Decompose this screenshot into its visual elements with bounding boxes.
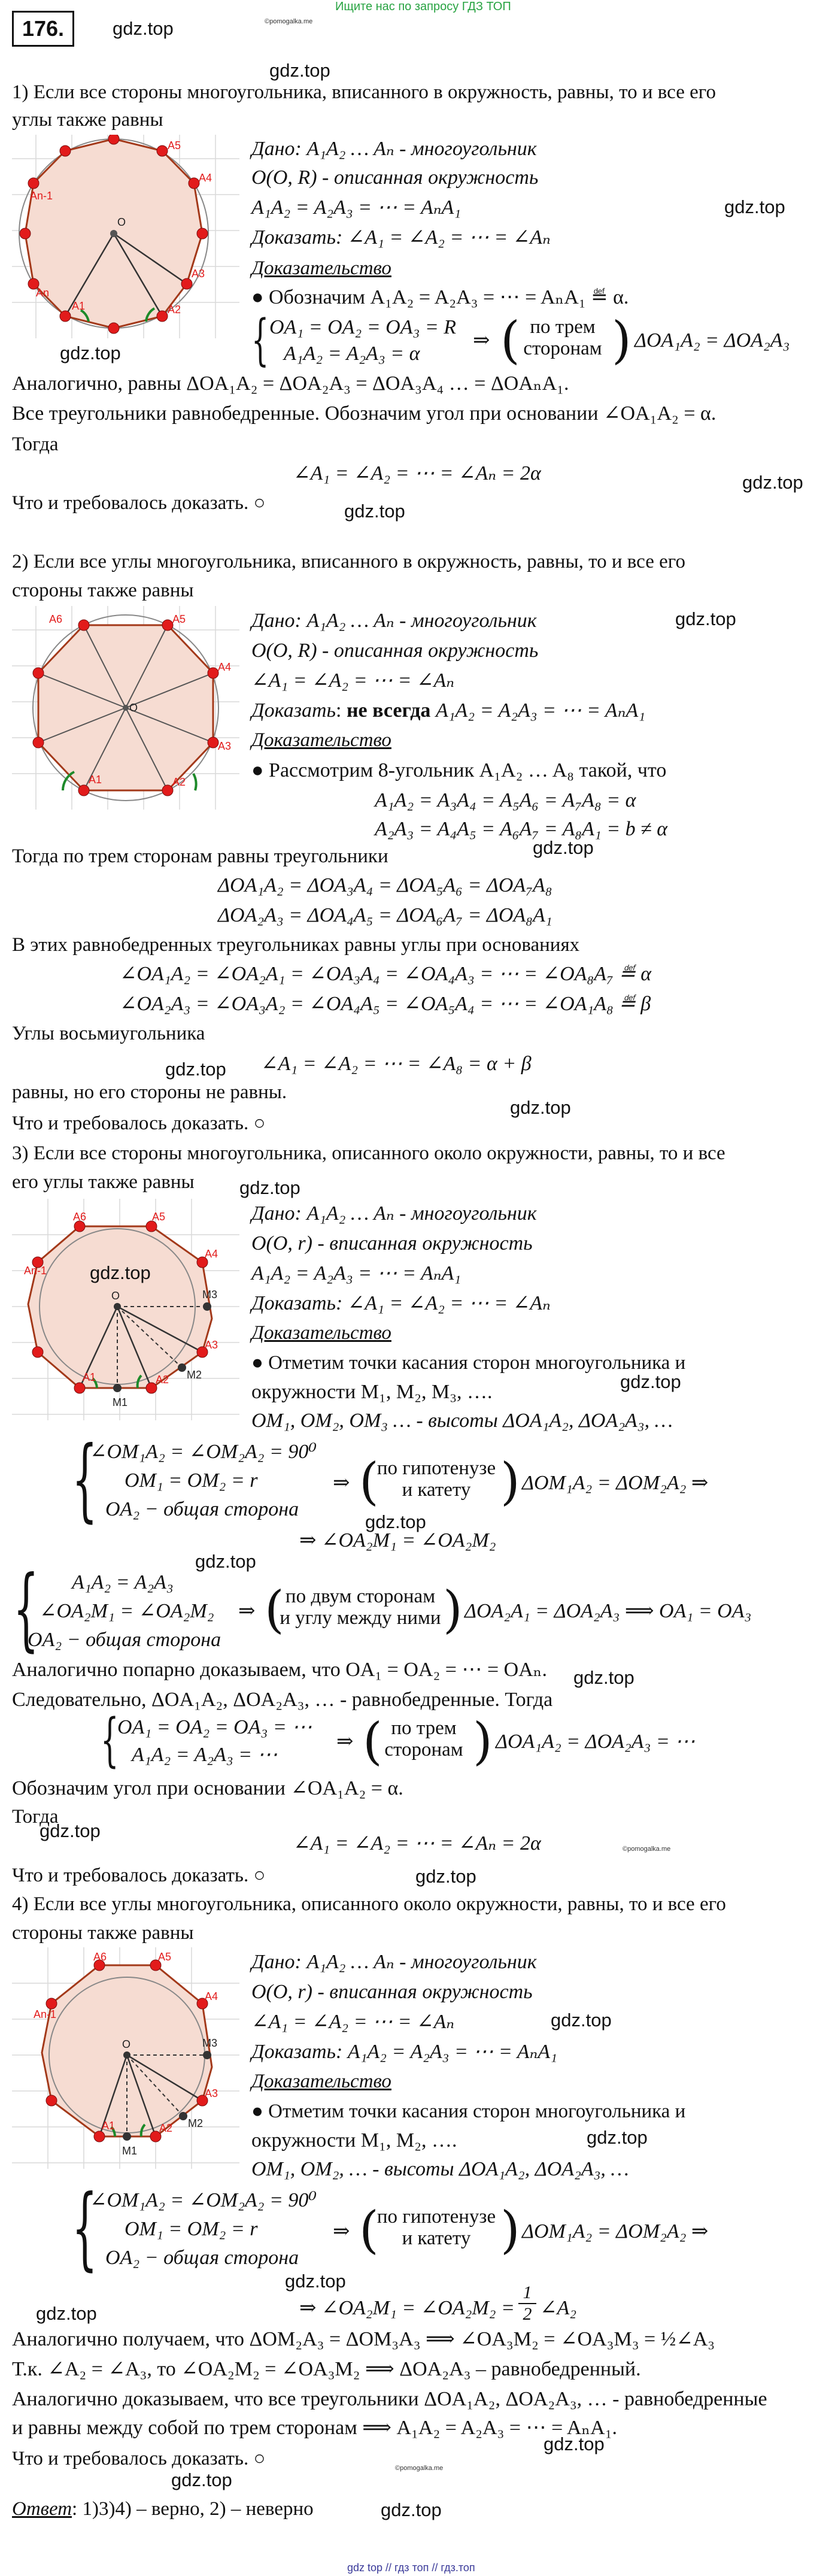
given-line: O(O, r) - вписанная окружность (251, 1981, 533, 2003)
system-line: ∠OA₂M₁ = ∠OA₂M₂ (40, 1600, 214, 1622)
svg-text:A3: A3 (205, 2087, 218, 2099)
watermark: gdz.top (587, 2127, 648, 2148)
proof-label: Доказательство (251, 2071, 391, 2092)
criterion: по гипотенузе и катету (377, 1457, 496, 1501)
system-line: OA₂ − общая сторона (105, 1498, 299, 1520)
svg-text:A3: A3 (218, 740, 232, 752)
system-line: OM₁ = OM₂ = r (125, 1469, 258, 1492)
equation: ΔOA₂A₃ = ΔOA₄A₅ = ΔOA₆A₇ = ΔOA₈A₁ (218, 904, 552, 926)
part3-figure (12, 1199, 239, 1420)
criterion: по трем сторонам (523, 316, 602, 359)
part1-heading: 1) Если все стороны многоугольника, вписанного в окружность, равны, то и все его (12, 81, 716, 103)
svg-text:An-1: An-1 (34, 2008, 57, 2020)
text-line: Аналогично доказываем, что все треугольники ΔOA₁A₂, ΔOA₂A₃, … - равнобедренные (12, 2388, 767, 2410)
prove-line: Доказать: ∠A₁ = ∠A₂ = ⋯ = ∠Aₙ (251, 1292, 551, 1314)
proof-bullet-cont: окружности M₁, M₂, M₃, …. (251, 1381, 493, 1403)
part4-heading-cont: стороны также равны (12, 1922, 194, 1944)
vertex-label: An-1 (30, 190, 53, 202)
text-line: Аналогично, равны ΔOA₁A₂ = ΔOA₂A₃ = ΔOA₃A₄ … = ΔOAₙA₁. (12, 372, 569, 395)
watermark: gdz.top (195, 1551, 256, 1572)
watermark: gdz.top (415, 1866, 476, 1887)
implies: ⇒ (238, 1600, 256, 1622)
system-result: ⇒ ∠OA₂M₁ = ∠OA₂M₂ (299, 1529, 496, 1551)
part2-figure (12, 606, 239, 810)
given-line: ∠A₁ = ∠A₂ = ⋯ = ∠Aₙ (251, 2011, 455, 2033)
svg-text:A5: A5 (158, 1951, 172, 1963)
then-word: Тогда (12, 1806, 59, 1828)
vertex-label: A3 (192, 268, 205, 280)
watermark: gdz.top (533, 837, 594, 858)
svg-text:A3: A3 (205, 1339, 218, 1351)
svg-text:A4: A4 (218, 661, 232, 673)
svg-text:O: O (111, 1290, 120, 1302)
part4-heading: 4) Если все углы многоугольника, описанного около окружности, равны, то и все его (12, 1893, 726, 1915)
svg-text:A5: A5 (172, 613, 186, 625)
given-line: A₁A₂ = A₂A₃ = ⋯ = AₙA₁ (251, 196, 461, 219)
given-line: Дано: A₁A₂ … Aₙ - многоугольник (251, 610, 537, 632)
svg-text:A2: A2 (159, 2122, 173, 2134)
svg-text:A6: A6 (73, 1211, 87, 1223)
watermark: gdz.top (675, 608, 736, 629)
svg-text:A6: A6 (93, 1951, 107, 1963)
qed: Что и требовалось доказать. ○ (12, 492, 266, 514)
vertex-label: A5 (168, 140, 181, 151)
implies: ⇒ (473, 329, 490, 351)
paren-right: ) (473, 1712, 493, 1771)
svg-text:A4: A4 (205, 1990, 218, 2002)
svg-text:M3: M3 (202, 1289, 218, 1301)
watermark: gdz.top (60, 343, 121, 363)
given-line: Дано: A₁A₂ … Aₙ - многоугольник (251, 1951, 537, 1973)
svg-text:A6: A6 (49, 613, 63, 625)
system-line: OM₁ = OM₂ = r (125, 2218, 258, 2240)
watermark: gdz.top (544, 2433, 605, 2454)
svg-text:A1: A1 (89, 774, 102, 786)
paren-right: ) (500, 1452, 520, 1511)
paren-right: ) (500, 2201, 520, 2259)
svg-text:A1: A1 (83, 1371, 96, 1383)
qed: Что и требовалось доказать. ○ (12, 1865, 266, 1886)
given-line: O(O, r) - вписанная окружность (251, 1232, 533, 1254)
given-line: Дано: A₁A₂ … Aₙ - многоугольник (251, 1202, 537, 1225)
vertex-label: An (36, 287, 50, 299)
system-line: OA₂ − общая сторона (105, 2247, 299, 2269)
system-line: A₁A₂ = A₂A₃ = α (284, 343, 420, 365)
given-line: A₁A₂ = A₂A₃ = ⋯ = AₙA₁ (251, 1262, 461, 1284)
part1-figure (12, 135, 239, 338)
top-banner: Ищите нас по запросу ГДЗ ТОП (335, 0, 511, 13)
system-brace: { (72, 1428, 98, 1532)
system-brace: { (13, 1557, 39, 1661)
proof-bullet: ● Отметим точки касания сторон многоугольника и (251, 1352, 686, 1374)
svg-text:M1: M1 (122, 2145, 138, 2157)
credit-label: ©pomogalka.me (265, 18, 313, 25)
svg-text:M2: M2 (188, 2117, 204, 2129)
heights-line: OM₁, OM₂, … - высоты ΔOA₁A₂, ΔOA₂A₃, … (251, 2158, 629, 2180)
watermark: gdz.top (269, 60, 330, 81)
svg-text:M3: M3 (202, 2037, 218, 2049)
paren-left: ( (363, 1712, 382, 1771)
system-line: OA₁ = OA₂ = OA₃ = ⋯ (117, 1716, 312, 1738)
center-label: O (117, 216, 126, 228)
svg-text:M1: M1 (113, 1396, 128, 1408)
system-result: ΔOA₂A₁ = ΔOA₂A₃ ⟹ OA₁ = OA₃ (464, 1600, 752, 1622)
proof-label: Доказательство (251, 1322, 391, 1344)
prove-line: Доказать: не всегда A₁A₂ = A₂A₃ = ⋯ = AₙA₁ (251, 699, 646, 722)
paren-right: ) (443, 1580, 463, 1639)
system-line: A₁A₂ = A₂A₃ (72, 1571, 174, 1593)
system-line: OA₁ = OA₂ = OA₃ = R (269, 316, 457, 338)
part3-heading: 3) Если все стороны многоугольника, описанного около окружности, равны, то и все (12, 1142, 725, 1164)
text-line: В этих равнобедренных треугольниках равны углы при основаниях (12, 934, 580, 956)
given-line: O(O, R) - описанная окружность (251, 640, 539, 662)
text-line: Т.к. ∠A₂ = ∠A₃, то ∠OA₂M₂ = ∠OA₃M₂ ⟹ ΔOA₂A₃ – равнобедренный. (12, 2358, 641, 2380)
problem-number: 176. (12, 11, 74, 47)
text-line: Тогда по трем сторонам равны треугольники (12, 845, 388, 867)
watermark: gdz.top (285, 2271, 346, 2292)
heights-line: OM₁, OM₂, OM₃ … - высоты ΔOA₁A₂, ΔOA₂A₃, … (251, 1410, 673, 1432)
proof-bullet: ● Отметим точки касания сторон многоугольника и (251, 2101, 686, 2122)
watermark: gdz.top (165, 1059, 226, 1080)
text-line: Аналогично получаем, что ΔOM₂A₃ = ΔOM₃A₃ ⟹ ∠OA₃M₂ = ∠OA₃M₃ = ½∠A₃ (12, 2328, 715, 2350)
center-point (110, 230, 117, 237)
vertex-label: A1 (72, 300, 86, 312)
footer-links[interactable]: gdz top // гдз топ // гдз.топ (347, 2562, 475, 2574)
part3-heading-cont: его углы также равны (12, 1171, 195, 1193)
implies: ⇒ (336, 1731, 354, 1753)
part2-heading: 2) Если все углы многоугольника, вписанного в окружность, равны, то и все его (12, 551, 685, 572)
proof-bullet: ● Рассмотрим 8-угольник A₁A₂ … A₈ такой, что (251, 759, 667, 781)
text-line: Обозначим угол при основании ∠OA₁A₂ = α. (12, 1777, 403, 1799)
watermark: gdz.top (36, 2303, 97, 2324)
svg-text:M2: M2 (187, 1369, 202, 1381)
proof-bullet: ● Обозначим A₁A₂ = A₂A₃ = ⋯ = AₙA₁ ≝ α. (251, 286, 629, 308)
svg-text:O: O (129, 702, 138, 714)
equation: ∠OA₁A₂ = ∠OA₂A₁ = ∠OA₃A₄ = ∠OA₄A₃ = ⋯ = ∠OA₈A₇ ≝ α (120, 963, 652, 985)
equation: ΔOA₁A₂ = ΔOA₃A₄ = ΔOA₅A₆ = ΔOA₇A₈ (218, 874, 552, 896)
system-brace: { (72, 2176, 98, 2280)
system-line: A₁A₂ = A₂A₃ = ⋯ (132, 1744, 278, 1766)
prove-line: Доказать: ∠A₁ = ∠A₂ = ⋯ = ∠Aₙ (251, 226, 551, 248)
paren-left: ( (359, 2201, 379, 2259)
system-line: ∠OM₁A₂ = ∠OM₂A₂ = 90⁰ (90, 1441, 317, 1463)
watermark: gdz.top (724, 196, 785, 217)
answer-line: Ответ: 1)3)4) – верно, 2) – неверно (12, 2498, 314, 2520)
then-word: Тогда (12, 434, 59, 455)
text-line: Следовательно, ΔOA₁A₂, ΔOA₂A₃, … - равнобедренные. Тогда (12, 1689, 553, 1711)
proof-bullet-cont: окружности M₁, M₂, …. (251, 2129, 457, 2151)
watermark: gdz.top (40, 1820, 101, 1841)
watermark: gdz.top (171, 2469, 232, 2490)
vertex-label: A4 (199, 172, 212, 184)
criterion: по двум сторонам и углу между ними (280, 1586, 441, 1629)
text-line: Углы восьмиугольника (12, 1023, 205, 1044)
part2-heading-cont: стороны также равны (12, 580, 194, 601)
criterion: по трем сторонам (384, 1717, 463, 1760)
svg-text:An-1: An-1 (24, 1265, 47, 1277)
watermark: gdz.top (381, 2499, 442, 2520)
given-line: ∠A₁ = ∠A₂ = ⋯ = ∠Aₙ (251, 669, 455, 692)
system-result: ΔOA₁A₂ = ΔOA₂A₃ (634, 329, 790, 351)
formula: ∠A₁ = ∠A₂ = ⋯ = ∠Aₙ = 2α (293, 462, 541, 484)
system-result: ⇒ ∠OA₂M₁ = ∠OA₂M₂ = (299, 2297, 515, 2319)
system-result: ΔOM₁A₂ = ΔOM₂A₂ ⇒ (522, 2220, 709, 2242)
svg-text:A2: A2 (156, 1374, 169, 1386)
text-line: равны, но его стороны не равны. (12, 1081, 287, 1103)
watermark: gdz.top (573, 1667, 634, 1688)
svg-text:O: O (122, 2038, 131, 2050)
system-result: ΔOM₁A₂ = ΔOM₂A₂ ⇒ (522, 1472, 709, 1494)
equation: A₁A₂ = A₃A₄ = A₅A₆ = A₇A₈ = α (375, 789, 636, 811)
paren-left: ( (265, 1580, 284, 1639)
given-line: Дано: A₁A₂ … Aₙ - многоугольник (251, 138, 537, 160)
part1-heading-cont: углы также равны (12, 109, 163, 131)
fraction: 1 2 (518, 2283, 536, 2325)
watermark: gdz.top (510, 1097, 571, 1118)
credit-label: ©pomogalka.me (395, 2465, 444, 2472)
text-line: Все треугольники равнобедренные. Обозначим угол при основании ∠OA₁A₂ = α. (12, 402, 716, 425)
proof-label: Доказательство (251, 729, 391, 751)
system-result: ΔOA₁A₂ = ΔOA₂A₃ = ⋯ (496, 1731, 696, 1753)
paren-right: ) (612, 311, 631, 369)
criterion: по гипотенузе и катету (377, 2206, 496, 2249)
watermark: gdz.top (90, 1262, 151, 1283)
implies: ⇒ (333, 1472, 350, 1494)
svg-text:A1: A1 (102, 2120, 116, 2132)
text-line: и равны между собой по трем сторонам ⟹ A₁A₂ = A₂A₃ = ⋯ = AₙA₁. (12, 2417, 618, 2439)
system-brace: { (101, 1707, 119, 1774)
formula: ∠A₁ = ∠A₂ = ⋯ = ∠A₈ = α + β (261, 1053, 532, 1075)
equation: A₂A₃ = A₄A₅ = A₆A₇ = A₈A₁ = b ≠ α (375, 818, 668, 840)
system-brace: { (251, 308, 269, 372)
system-line: ∠OM₁A₂ = ∠OM₂A₂ = 90⁰ (90, 2189, 317, 2211)
watermark: gdz.top (365, 1511, 426, 1532)
prove-line: Доказать: A₁A₂ = A₂A₃ = ⋯ = AₙA₁ (251, 2041, 557, 2063)
text-line: Аналогично попарно доказываем, что OA₁ = OA₂ = ⋯ = OAₙ. (12, 1659, 547, 1681)
watermark: gdz.top (620, 1371, 681, 1392)
credit-label: ©pomogalka.me (623, 1845, 671, 1853)
implies: ⇒ (333, 2220, 350, 2242)
fraction-tail: ∠A₂ (540, 2297, 577, 2319)
given-line: O(O, R) - описанная окружность (251, 166, 539, 189)
vertex-label: A2 (168, 304, 181, 316)
part4-figure (12, 1947, 239, 2169)
watermark: gdz.top (239, 1177, 300, 1198)
watermark: gdz.top (551, 2010, 612, 2031)
watermark: gdz.top (113, 18, 174, 39)
equation: ∠OA₂A₃ = ∠OA₃A₂ = ∠OA₄A₅ = ∠OA₅A₄ = ⋯ = ∠OA₁A₈ ≝ β (120, 993, 651, 1015)
svg-text:A2: A2 (172, 776, 186, 788)
formula: ∠A₁ = ∠A₂ = ⋯ = ∠Aₙ = 2α (293, 1832, 541, 1854)
svg-text:A4: A4 (205, 1248, 218, 1260)
qed: Что и требовалось доказать. ○ (12, 1113, 266, 1134)
paren-left: ( (359, 1452, 379, 1511)
svg-text:A5: A5 (152, 1211, 166, 1223)
system-line: OA₂ − общая сторона (28, 1629, 221, 1651)
angle-mark (193, 774, 196, 790)
qed: Что и требовалось доказать. ○ (12, 2448, 266, 2469)
paren-left: ( (500, 311, 520, 369)
watermark: gdz.top (742, 472, 803, 493)
watermark: gdz.top (344, 501, 405, 522)
proof-label: Доказательство (251, 257, 391, 279)
